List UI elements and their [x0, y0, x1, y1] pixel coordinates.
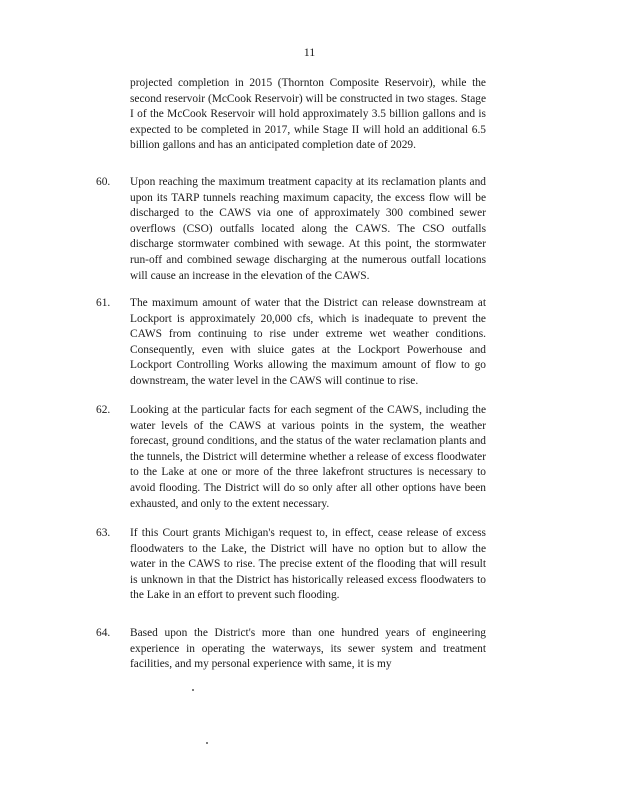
page-number: 11	[303, 45, 316, 59]
paragraph-62	[96, 403, 486, 512]
scan-speck	[206, 742, 208, 744]
paragraph-number: 62.	[96, 404, 111, 416]
paragraph-number: 64.	[96, 627, 111, 639]
paragraph-text: Looking at the particular facts for each segment of the CAWS, including the water levels of the CAWS at various points in the system, the weather forecast, ground conditions, and the status of the water reclamation plants and the tunnels, the District will determine whether a release of excess floodwater to the Lake at one or more of the three lakefront structures is necessary to avoid flooding. The District will do so only after all other options have been exhausted, and only to the extent necessary.	[130, 404, 486, 510]
scan-speck	[192, 689, 194, 691]
paragraph-63	[96, 526, 486, 604]
paragraph-60	[96, 175, 486, 284]
paragraph-text: If this Court grants Michigan's request to, in effect, cease release of excess floodwaters to the Lake, the District will have no option but to allow the water in the CAWS to rise. The precise extent of the flooding that will result is unknown in that the District has historically released excess floodwaters to the Lake in an effort to prevent such flooding.	[130, 527, 486, 602]
paragraph-64	[96, 626, 486, 673]
paragraph-text: Based upon the District's more than one hundred years of engineering experience in operating the waterways, its sewer system and treatment facilities, and my personal experience with same, it is my	[130, 627, 486, 671]
paragraph-text: The maximum amount of water that the District can release downstream at Lockport is approximately 20,000 cfs, which is inadequate to prevent the CAWS from continuing to rise under extreme wet weather conditions. Consequently, even with sluice gates at the Lockport Powerhouse and Lockport Controlling Works allowing the maximum amount of flow to go downstream, the water level in the CAWS will continue to rise.	[130, 297, 486, 387]
paragraph-61	[96, 296, 486, 390]
continuation-paragraph: projected completion in 2015 (Thornton Composite Reservoir), while the second reservoir (McCook Reservoir) will be constructed in two stages. Stage I of the McCook Reservoir will hold approximately 3.5 billion gallons and is expected to be completed in 2017, while Stage II will hold an additional 6.5 billion gallons and has an anticipated completion date of 2029.	[130, 77, 486, 152]
paragraph-number: 63.	[96, 527, 111, 539]
paragraph-number: 60.	[96, 176, 111, 188]
paragraph-text: Upon reaching the maximum treatment capacity at its reclamation plants and upon its TARP tunnels reaching maximum capacity, the excess flow will be discharged to the CAWS via one of approximately 300 combined sewer overflows (CSO) outfalls located along the CAWS. The CSO outfalls discharge stormwater combined with sewage. At this point, the stormwater run-off and combined sewage discharging at the numerous outfall locations will cause an increase in the elevation of the CAWS.	[130, 176, 486, 282]
paragraph-number: 61.	[96, 297, 111, 309]
